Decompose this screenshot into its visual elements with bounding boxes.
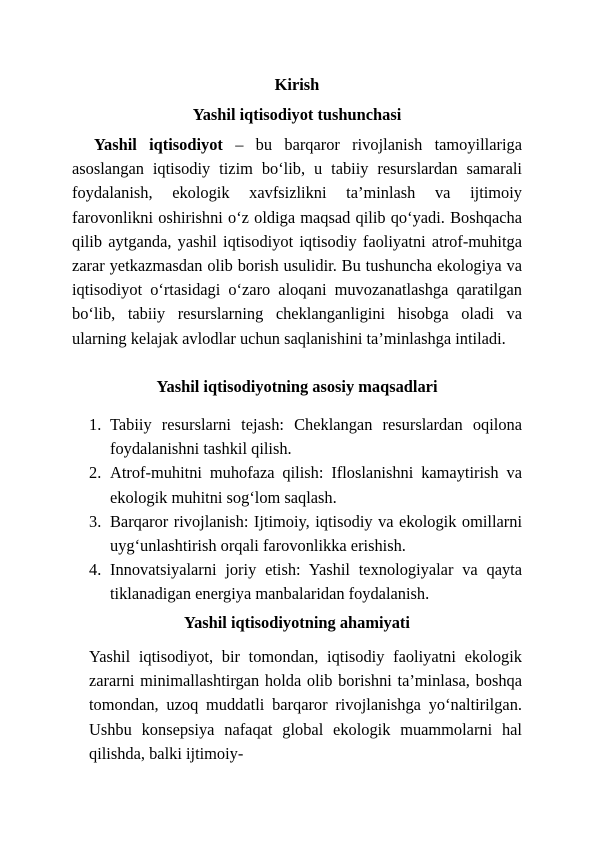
list-item-text: Atrof-muhitni muhofaza qilish: Ifloslanishni kamaytirish va ekologik muhitni sog‘lom saqlash. — [110, 463, 522, 507]
list-item — [89, 413, 522, 461]
section-heading-maqsadlari: Yashil iqtisodiyotning asosiy maqsadlari — [156, 377, 438, 396]
intro-paragraph — [72, 133, 522, 351]
term-bold: Yashil iqtisodiyot — [94, 135, 223, 154]
list-item-number: 2. — [89, 463, 102, 483]
document-title: Kirish — [274, 75, 320, 94]
ahamiyat-paragraph: Yashil iqtisodiyot, bir tomondan, iqtisodiy faoliyatni ekologik zararni minimallashtirgan holda olib borishni ta’minlasa, boshqa tomondan, uzoq muddatli barqaror rivojlanishga yo‘naltirilgan. Ushbu konsepsiya nafaqat global ekologik muammolarni hal qilishda, balki ijtimoiy- — [89, 647, 522, 763]
list-item-text: Tabiiy resurslarni tejash: Cheklangan resurslardan oqilona foydalanishni tashkil qilish. — [110, 415, 522, 459]
list-item-number: 4. — [89, 560, 102, 580]
intro-text: – bu barqaror rivojlanish tamoyillariga asoslangan iqtisodiy tizim bo‘lib, u tabiiy resurslardan samarali foydalanish, ekologik xavfsizlikni ta’minlash va ijtimoiy farovonlikni oshirishni o‘z oldiga maqsad qilib qo‘yadi. Boshqacha qilib aytganda, yashil iqtisodiyot iqtisodiy faoliyatni atrof-muhitga zarar yetkazmasdan olib borish usulidir. Bu tushuncha ekologiya va iqtisodiyot o‘rtasidagi o‘zaro aloqani muvozanatlashga qaratilgan bo‘lib, tabiiy resurslarning cheklanganligini hisobga oladi va ularning kelajak avlodlar uchun saqlanishini ta’minlashga intiladi. — [72, 135, 522, 348]
list-item — [89, 510, 522, 558]
list-item — [89, 558, 522, 606]
goals-list — [89, 413, 522, 607]
section-heading-ahamiyati: Yashil iqtisodiyotning ahamiyati — [184, 613, 410, 632]
list-item-number: 3. — [89, 511, 102, 531]
section-heading-tushunchasi: Yashil iqtisodiyot tushunchasi — [192, 105, 402, 124]
list-item-number: 1. — [89, 415, 102, 434]
list-item-text: Innovatsiyalarni joriy etish: Yashil texnologiyalar va qayta tiklanadigan energiya manbalaridan foydalanish. — [110, 560, 522, 604]
list-item — [89, 461, 522, 509]
list-item-text: Barqaror rivojlanish: Ijtimoiy, iqtisodiy va ekologik omillarni uyg‘unlashtirish orqali farovonlikka erishish. — [110, 511, 522, 556]
